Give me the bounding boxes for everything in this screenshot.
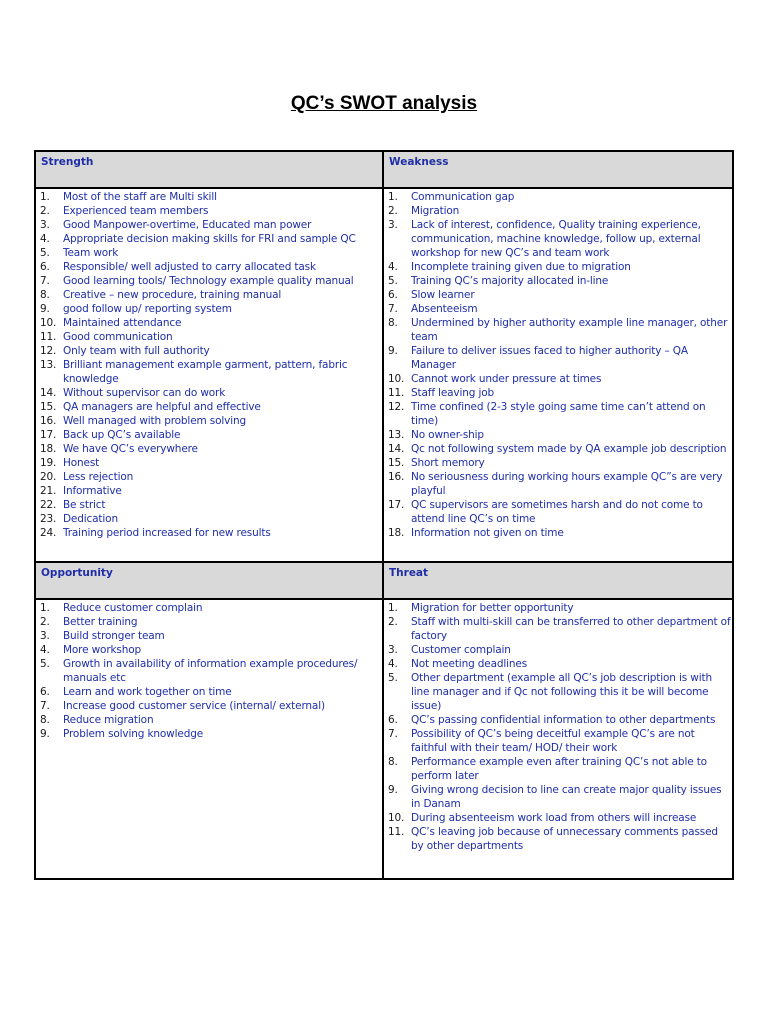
list-item-number: 16. bbox=[40, 415, 57, 427]
list-item-number: 2. bbox=[388, 205, 398, 217]
list-item-number: 8. bbox=[40, 289, 50, 301]
weakness-header bbox=[384, 152, 732, 187]
list-item bbox=[384, 372, 732, 386]
list-item-text: Training period increased for new results bbox=[63, 527, 271, 539]
list-item-number: 22. bbox=[40, 499, 57, 511]
list-item bbox=[36, 615, 382, 629]
list-item bbox=[36, 400, 382, 414]
list-item-text: Possibility of QC’s being deceitful example QC’s are not faithful with their team/ HOD/ their work bbox=[411, 728, 695, 754]
list-item-number: 6. bbox=[388, 714, 398, 726]
list-item bbox=[36, 260, 382, 274]
list-item bbox=[36, 442, 382, 456]
list-item-number: 16. bbox=[388, 471, 405, 483]
list-item-text: Only team with full authority bbox=[63, 345, 210, 357]
list-item bbox=[36, 316, 382, 330]
list-item bbox=[384, 498, 732, 526]
list-item-text: Slow learner bbox=[411, 289, 475, 301]
weakness-cell bbox=[384, 190, 732, 540]
list-item-text: QC’s passing confidential information to other departments bbox=[411, 714, 716, 726]
list-item-number: 2. bbox=[388, 616, 398, 628]
list-item-number: 17. bbox=[388, 499, 405, 511]
list-item bbox=[384, 428, 732, 442]
list-item-number: 13. bbox=[388, 429, 405, 441]
list-item-number: 23. bbox=[40, 513, 57, 525]
list-item-text: Other department (example all QC’s job description is with line manager and if Qc not following this it be will become issue) bbox=[411, 672, 712, 712]
list-item-number: 11. bbox=[40, 331, 57, 343]
list-item bbox=[384, 615, 732, 643]
list-item-text: Failure to deliver issues faced to higher authority – QA Manager bbox=[411, 345, 688, 371]
page-title: QC’s SWOT analysis bbox=[290, 93, 478, 114]
list-item-number: 20. bbox=[40, 471, 57, 483]
list-item bbox=[36, 358, 382, 386]
list-item-text: Problem solving knowledge bbox=[63, 728, 204, 740]
list-item bbox=[384, 727, 732, 755]
list-item-text: Incomplete training given due to migration bbox=[411, 261, 631, 273]
list-item-number: 19. bbox=[40, 457, 57, 469]
list-item-number: 15. bbox=[40, 401, 57, 413]
header-divider bbox=[36, 598, 732, 600]
list-item-number: 24. bbox=[40, 527, 57, 539]
list-item-text: Appropriate decision making skills for FRI and sample QC bbox=[63, 233, 356, 245]
list-item-text: QC supervisors are sometimes harsh and do not come to attend line QC’s on time bbox=[411, 499, 703, 525]
list-item-number: 11. bbox=[388, 387, 405, 399]
list-item-text: More workshop bbox=[63, 644, 142, 656]
opportunity-cell bbox=[36, 601, 382, 741]
list-item bbox=[36, 685, 382, 699]
list-item bbox=[384, 526, 732, 540]
list-item-text: Reduce migration bbox=[63, 714, 154, 726]
list-item-text: Information not given on time bbox=[411, 527, 564, 539]
strength-cell bbox=[36, 190, 382, 540]
weakness-heading: Weakness bbox=[389, 156, 449, 168]
list-item bbox=[384, 657, 732, 671]
list-item-text: Be strict bbox=[63, 499, 106, 511]
list-item bbox=[36, 526, 382, 540]
list-item bbox=[384, 601, 732, 615]
list-item-number: 4. bbox=[40, 644, 50, 656]
list-item-number: 8. bbox=[388, 756, 398, 768]
list-item-text: Reduce customer complain bbox=[63, 602, 203, 614]
list-item bbox=[36, 204, 382, 218]
list-item-text: Well managed with problem solving bbox=[63, 415, 246, 427]
opportunity-heading: Opportunity bbox=[41, 567, 113, 579]
list-item-number: 17. bbox=[40, 429, 57, 441]
list-item-number: 1. bbox=[40, 191, 50, 203]
threat-header bbox=[384, 563, 732, 598]
list-item-number: 7. bbox=[388, 303, 398, 315]
list-item-text: Without supervisor can do work bbox=[63, 387, 226, 399]
list-item-number: 4. bbox=[40, 233, 50, 245]
list-item bbox=[384, 825, 732, 853]
list-item bbox=[384, 190, 732, 204]
list-item-text: Qc not following system made by QA example job description bbox=[411, 443, 727, 455]
list-item-number: 3. bbox=[388, 644, 398, 656]
list-item-text: Responsible/ well adjusted to carry allocated task bbox=[63, 261, 316, 273]
list-item-text: Not meeting deadlines bbox=[411, 658, 528, 670]
list-item bbox=[36, 274, 382, 288]
list-item-text: Communication gap bbox=[411, 191, 515, 203]
list-item bbox=[384, 288, 732, 302]
list-item bbox=[36, 657, 382, 685]
list-item bbox=[36, 456, 382, 470]
swot-table bbox=[34, 150, 734, 880]
list-item-text: Cannot work under pressure at times bbox=[411, 373, 602, 385]
list-item bbox=[36, 470, 382, 484]
list-item bbox=[36, 190, 382, 204]
list-item-text: QA managers are helpful and effective bbox=[63, 401, 261, 413]
list-item bbox=[384, 218, 732, 260]
list-item-text: QC’s leaving job because of unnecessary comments passed by other departments bbox=[411, 826, 718, 852]
list-item-number: 10. bbox=[388, 373, 405, 385]
list-item bbox=[384, 274, 732, 288]
list-item bbox=[36, 288, 382, 302]
list-item-text: Giving wrong decision to line can create major quality issues in Danam bbox=[411, 784, 722, 810]
list-item bbox=[36, 498, 382, 512]
list-item-text: Back up QC’s available bbox=[63, 429, 181, 441]
list-item-text: Good Manpower-overtime, Educated man power bbox=[63, 219, 312, 231]
list-item-number: 5. bbox=[40, 247, 50, 259]
list-item-number: 1. bbox=[40, 602, 50, 614]
list-item-number: 9. bbox=[388, 784, 398, 796]
list-item bbox=[36, 699, 382, 713]
list-item-text: Build stronger team bbox=[63, 630, 165, 642]
list-item-text: good follow up/ reporting system bbox=[63, 303, 232, 315]
list-item-number: 12. bbox=[388, 401, 405, 413]
list-item-text: Time confined (2-3 style going same time can’t attend on time) bbox=[411, 401, 706, 427]
list-item-number: 12. bbox=[40, 345, 57, 357]
list-item-number: 21. bbox=[40, 485, 57, 497]
list-item-text: Training QC’s majority allocated in-line bbox=[411, 275, 609, 287]
list-item-number: 4. bbox=[388, 261, 398, 273]
list-item bbox=[36, 246, 382, 260]
list-item-number: 10. bbox=[40, 317, 57, 329]
weakness-list bbox=[384, 190, 732, 540]
list-item-text: No owner-ship bbox=[411, 429, 484, 441]
list-item-text: We have QC’s everywhere bbox=[63, 443, 198, 455]
list-item-number: 14. bbox=[388, 443, 405, 455]
list-item-number: 5. bbox=[388, 672, 398, 684]
list-item bbox=[384, 470, 732, 498]
list-item-number: 3. bbox=[40, 219, 50, 231]
list-item bbox=[384, 713, 732, 727]
list-item-number: 7. bbox=[388, 728, 398, 740]
list-item-number: 6. bbox=[40, 686, 50, 698]
list-item bbox=[384, 316, 732, 344]
list-item bbox=[36, 512, 382, 526]
list-item-number: 6. bbox=[388, 289, 398, 301]
list-item bbox=[36, 330, 382, 344]
list-item-text: Less rejection bbox=[63, 471, 134, 483]
list-item-text: Learn and work together on time bbox=[63, 686, 232, 698]
list-item-text: Staff with multi-skill can be transferred to other department of factory bbox=[411, 616, 731, 642]
list-item-number: 5. bbox=[388, 275, 398, 287]
list-item bbox=[384, 783, 732, 811]
list-item-text: Customer complain bbox=[411, 644, 511, 656]
list-item-text: Dedication bbox=[63, 513, 118, 525]
opportunity-header bbox=[36, 563, 382, 598]
list-item-number: 8. bbox=[388, 317, 398, 329]
list-item-text: Lack of interest, confidence, Quality training experience, communication, machine knowledge, follow up, external workshop for new QC’s and team work bbox=[411, 219, 701, 259]
threat-list bbox=[384, 601, 732, 853]
strength-heading: Strength bbox=[41, 156, 94, 168]
list-item bbox=[36, 386, 382, 400]
list-item bbox=[384, 643, 732, 657]
list-item-number: 14. bbox=[40, 387, 57, 399]
list-item-text: Performance example even after training QC’s not able to perform later bbox=[411, 756, 707, 782]
list-item-number: 7. bbox=[40, 700, 50, 712]
list-item-text: Experienced team members bbox=[63, 205, 209, 217]
strength-header bbox=[36, 152, 382, 187]
list-item bbox=[384, 755, 732, 783]
list-item-text: Migration for better opportunity bbox=[411, 602, 574, 614]
list-item bbox=[384, 671, 732, 713]
list-item-text: Good communication bbox=[63, 331, 173, 343]
list-item-number: 1. bbox=[388, 191, 398, 203]
list-item-text: Increase good customer service (internal/ external) bbox=[63, 700, 325, 712]
list-item bbox=[36, 414, 382, 428]
list-item-text: Brilliant management example garment, pattern, fabric knowledge bbox=[63, 359, 348, 385]
list-item bbox=[36, 629, 382, 643]
list-item-text: Better training bbox=[63, 616, 138, 628]
list-item bbox=[36, 713, 382, 727]
list-item-text: Team work bbox=[63, 247, 119, 259]
list-item bbox=[36, 601, 382, 615]
list-item-number: 9. bbox=[40, 728, 50, 740]
list-item-text: Honest bbox=[63, 457, 100, 469]
list-item-text: Creative – new procedure, training manual bbox=[63, 289, 282, 301]
list-item-number: 2. bbox=[40, 205, 50, 217]
list-item-number: 3. bbox=[388, 219, 398, 231]
list-item bbox=[384, 204, 732, 218]
list-item-number: 11. bbox=[388, 826, 405, 838]
list-item bbox=[384, 442, 732, 456]
header-divider bbox=[36, 187, 732, 189]
list-item-text: Maintained attendance bbox=[63, 317, 182, 329]
list-item bbox=[36, 218, 382, 232]
list-item bbox=[36, 484, 382, 498]
threat-heading: Threat bbox=[389, 567, 429, 579]
list-item bbox=[384, 811, 732, 825]
list-item-number: 18. bbox=[40, 443, 57, 455]
list-item bbox=[384, 456, 732, 470]
list-item bbox=[384, 386, 732, 400]
list-item-text: No seriousness during working hours example QC”s are very playful bbox=[411, 471, 723, 497]
list-item-number: 8. bbox=[40, 714, 50, 726]
list-item bbox=[384, 400, 732, 428]
threat-cell bbox=[384, 601, 732, 853]
list-item-number: 5. bbox=[40, 658, 50, 670]
strength-list bbox=[36, 190, 382, 540]
list-item-text: Migration bbox=[411, 205, 460, 217]
list-item-text: Absenteeism bbox=[411, 303, 478, 315]
list-item-number: 15. bbox=[388, 457, 405, 469]
list-item-number: 1. bbox=[388, 602, 398, 614]
opportunity-list bbox=[36, 601, 382, 741]
list-item-text: Informative bbox=[63, 485, 122, 497]
list-item bbox=[384, 344, 732, 372]
list-item-text: During absenteeism work load from others will increase bbox=[411, 812, 697, 824]
list-item-text: Short memory bbox=[411, 457, 485, 469]
list-item-text: Undermined by higher authority example line manager, other team bbox=[411, 317, 728, 343]
list-item bbox=[36, 428, 382, 442]
list-item-text: Staff leaving job bbox=[411, 387, 495, 399]
list-item-number: 9. bbox=[40, 303, 50, 315]
list-item-text: Good learning tools/ Technology example quality manual bbox=[63, 275, 354, 287]
list-item bbox=[384, 260, 732, 274]
list-item-number: 3. bbox=[40, 630, 50, 642]
list-item-text: Growth in availability of information example procedures/ manuals etc bbox=[63, 658, 358, 684]
list-item bbox=[36, 727, 382, 741]
list-item-number: 13. bbox=[40, 359, 57, 371]
list-item-number: 7. bbox=[40, 275, 50, 287]
list-item bbox=[384, 302, 732, 316]
list-item-number: 6. bbox=[40, 261, 50, 273]
list-item bbox=[36, 344, 382, 358]
list-item-number: 2. bbox=[40, 616, 50, 628]
list-item-number: 4. bbox=[388, 658, 398, 670]
list-item bbox=[36, 232, 382, 246]
list-item bbox=[36, 643, 382, 657]
list-item bbox=[36, 302, 382, 316]
list-item-text: Most of the staff are Multi skill bbox=[63, 191, 217, 203]
list-item-number: 10. bbox=[388, 812, 405, 824]
list-item-number: 9. bbox=[388, 345, 398, 357]
list-item-number: 18. bbox=[388, 527, 405, 539]
